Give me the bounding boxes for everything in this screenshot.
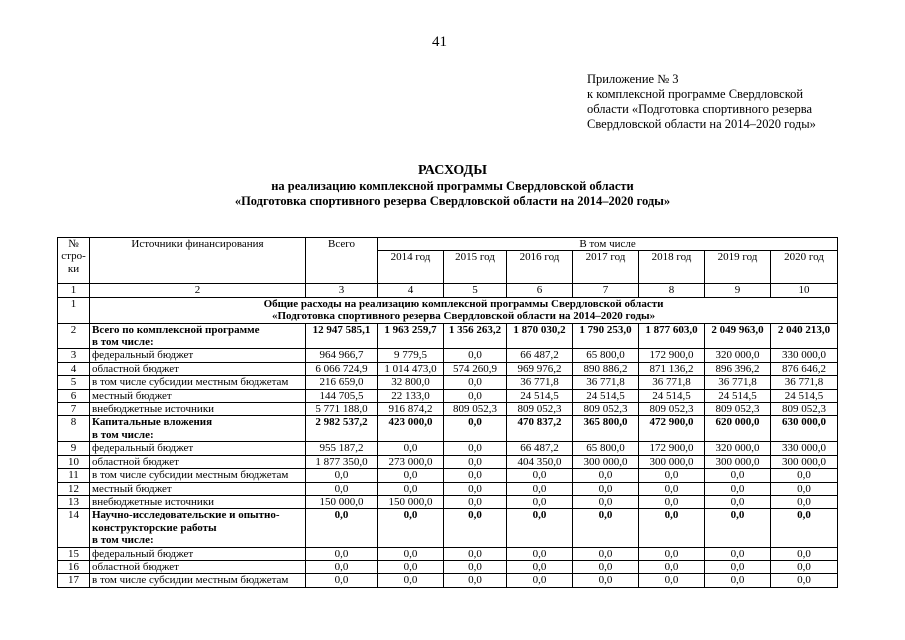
year-value: 0,0 <box>507 560 573 573</box>
section-title-line: Общие расходы на реализацию комплексной программы Свердловской области <box>263 297 664 310</box>
source-label <box>90 362 306 375</box>
year-value: 809 052,3 <box>639 403 705 416</box>
year-value: 809 052,3 <box>771 403 838 416</box>
year-value: 0,0 <box>378 547 444 560</box>
total-value: 964 966,7 <box>306 349 378 362</box>
appendix-note <box>587 72 816 132</box>
row-number: 17 <box>58 574 90 587</box>
source-label-line: в том числе: <box>92 428 154 441</box>
year-value: 969 976,2 <box>507 362 573 375</box>
year-value: 36 771,8 <box>573 376 639 389</box>
year-value: 0,0 <box>573 574 639 587</box>
total-value: 955 187,2 <box>306 442 378 455</box>
year-value: 916 874,2 <box>378 403 444 416</box>
table-row <box>58 403 838 416</box>
source-label <box>90 323 306 349</box>
table-row <box>58 560 838 573</box>
column-number: 3 <box>306 284 378 297</box>
year-value: 809 052,3 <box>444 403 507 416</box>
year-value: 0,0 <box>378 469 444 482</box>
year-value: 0,0 <box>705 482 771 495</box>
year-value: 0,0 <box>507 482 573 495</box>
column-number: 2 <box>90 284 306 297</box>
source-label <box>90 547 306 560</box>
column-number: 10 <box>771 284 838 297</box>
year-value: 300 000,0 <box>771 455 838 468</box>
year-value: 65 800,0 <box>573 442 639 455</box>
year-value: 300 000,0 <box>573 455 639 468</box>
source-label-line: местный бюджет <box>92 389 172 402</box>
year-value: 1 877 603,0 <box>639 323 705 349</box>
header-year: 2019 год <box>705 251 771 284</box>
year-value: 0,0 <box>444 509 507 547</box>
year-value: 809 052,3 <box>705 403 771 416</box>
source-label-line: федеральный бюджет <box>92 442 194 455</box>
title-sub-1: на реализацию комплексной программы Свердловской области <box>271 179 634 193</box>
source-label-line: внебюджетные источники <box>92 403 215 416</box>
expenses-table <box>57 237 838 588</box>
year-value: 0,0 <box>378 482 444 495</box>
total-value: 0,0 <box>306 469 378 482</box>
table-row <box>58 482 838 495</box>
year-value: 0,0 <box>507 469 573 482</box>
row-number: 9 <box>58 442 90 455</box>
year-value: 24 514,5 <box>771 389 838 402</box>
year-value: 24 514,5 <box>573 389 639 402</box>
year-value: 890 886,2 <box>573 362 639 375</box>
year-value: 0,0 <box>507 509 573 547</box>
source-label-line: федеральный бюджет <box>92 349 194 362</box>
table-row <box>58 362 838 375</box>
year-value: 330 000,0 <box>771 349 838 362</box>
year-value: 0,0 <box>771 509 838 547</box>
year-value: 0,0 <box>378 560 444 573</box>
source-label <box>90 509 306 547</box>
year-value: 66 487,2 <box>507 349 573 362</box>
year-value: 0,0 <box>573 482 639 495</box>
year-value: 300 000,0 <box>639 455 705 468</box>
year-value: 0,0 <box>444 560 507 573</box>
year-value: 0,0 <box>507 574 573 587</box>
source-label <box>90 403 306 416</box>
column-numbers-row <box>58 284 838 297</box>
year-value: 36 771,8 <box>507 376 573 389</box>
year-value: 0,0 <box>507 547 573 560</box>
row-number: 11 <box>58 469 90 482</box>
source-label-line: областной бюджет <box>92 560 179 573</box>
year-value: 876 646,2 <box>771 362 838 375</box>
source-label <box>90 469 306 482</box>
table-row <box>58 376 838 389</box>
section-title <box>90 297 838 323</box>
year-value: 1 790 253,0 <box>573 323 639 349</box>
source-label-line: в том числе субсидии местным бюджетам <box>92 574 289 587</box>
year-value: 0,0 <box>444 455 507 468</box>
page-number: 41 <box>432 34 447 50</box>
year-value: 320 000,0 <box>705 442 771 455</box>
year-value: 0,0 <box>444 442 507 455</box>
header-year: 2015 год <box>444 251 507 284</box>
header-total: Всего <box>306 238 378 284</box>
table-row <box>58 547 838 560</box>
section-title-line: «Подготовка спортивного резерва Свердловской области на 2014–2020 годы» <box>271 310 656 323</box>
header-year: 2017 год <box>573 251 639 284</box>
year-value: 0,0 <box>444 376 507 389</box>
column-number: 9 <box>705 284 771 297</box>
year-value: 0,0 <box>444 574 507 587</box>
table-row <box>58 574 838 587</box>
header-row <box>58 238 838 251</box>
year-value: 0,0 <box>639 509 705 547</box>
source-label <box>90 482 306 495</box>
year-value: 365 800,0 <box>573 416 639 442</box>
year-value: 32 800,0 <box>378 376 444 389</box>
row-number: 13 <box>58 495 90 508</box>
year-value: 0,0 <box>573 560 639 573</box>
header-year: 2016 год <box>507 251 573 284</box>
table-row <box>58 509 838 547</box>
column-number: 4 <box>378 284 444 297</box>
total-value: 1 877 350,0 <box>306 455 378 468</box>
year-value: 0,0 <box>573 509 639 547</box>
section-number: 1 <box>58 297 90 323</box>
year-value: 2 049 963,0 <box>705 323 771 349</box>
source-label <box>90 416 306 442</box>
year-value: 0,0 <box>378 442 444 455</box>
year-value: 65 800,0 <box>573 349 639 362</box>
year-value: 0,0 <box>771 482 838 495</box>
source-label-line: в том числе субсидии местным бюджетам <box>92 469 289 482</box>
column-number: 6 <box>507 284 573 297</box>
header-year: 2018 год <box>639 251 705 284</box>
year-value: 1 356 263,2 <box>444 323 507 349</box>
row-number: 7 <box>58 403 90 416</box>
year-value: 0,0 <box>444 349 507 362</box>
total-value: 12 947 585,1 <box>306 323 378 349</box>
year-value: 172 900,0 <box>639 442 705 455</box>
header-year: 2020 год <box>771 251 838 284</box>
row-number: 14 <box>58 509 90 547</box>
year-value: 896 396,2 <box>705 362 771 375</box>
year-value: 0,0 <box>444 469 507 482</box>
year-value: 24 514,5 <box>705 389 771 402</box>
appendix-line: области «Подготовка спортивного резерва <box>587 102 813 116</box>
year-value: 0,0 <box>771 560 838 573</box>
column-number: 8 <box>639 284 705 297</box>
row-number: 8 <box>58 416 90 442</box>
year-value: 630 000,0 <box>771 416 838 442</box>
source-label-line: областной бюджет <box>92 455 179 468</box>
row-number: 6 <box>58 389 90 402</box>
header-text: стро- <box>61 250 86 263</box>
total-value: 216 659,0 <box>306 376 378 389</box>
year-value: 36 771,8 <box>705 376 771 389</box>
year-value: 0,0 <box>705 574 771 587</box>
year-value: 0,0 <box>444 416 507 442</box>
year-value: 0,0 <box>639 547 705 560</box>
header-year: 2014 год <box>378 251 444 284</box>
year-value: 330 000,0 <box>771 442 838 455</box>
year-value: 0,0 <box>705 560 771 573</box>
source-label-line: областной бюджет <box>92 362 179 375</box>
year-value: 66 487,2 <box>507 442 573 455</box>
appendix-line: Приложение № 3 <box>587 72 679 86</box>
appendix-line: к комплексной программе Свердловской <box>587 87 804 101</box>
header-source: Источники финансирования <box>90 238 306 284</box>
year-value: 0,0 <box>444 495 507 508</box>
total-value: 0,0 <box>306 574 378 587</box>
row-number: 3 <box>58 349 90 362</box>
year-value: 0,0 <box>771 547 838 560</box>
table-row <box>58 349 838 362</box>
column-number: 1 <box>58 284 90 297</box>
year-value: 0,0 <box>705 495 771 508</box>
source-label-line: Научно-исследовательские и опытно- <box>92 509 280 522</box>
year-value: 0,0 <box>771 495 838 508</box>
table-row <box>58 495 838 508</box>
header-row-number <box>58 238 90 284</box>
year-value: 0,0 <box>507 495 573 508</box>
source-label-line: местный бюджет <box>92 482 172 495</box>
year-value: 404 350,0 <box>507 455 573 468</box>
row-number: 2 <box>58 323 90 349</box>
year-value: 620 000,0 <box>705 416 771 442</box>
year-value: 0,0 <box>639 469 705 482</box>
appendix-line: Свердловской области на 2014–2020 годы» <box>587 117 816 131</box>
year-value: 0,0 <box>705 547 771 560</box>
title-sub-2: «Подготовка спортивного резерва Свердловской области на 2014–2020 годы» <box>234 193 671 208</box>
total-value: 0,0 <box>306 547 378 560</box>
year-value: 1 963 259,7 <box>378 323 444 349</box>
year-value: 1 870 030,2 <box>507 323 573 349</box>
column-number: 7 <box>573 284 639 297</box>
year-value: 423 000,0 <box>378 416 444 442</box>
year-value: 0,0 <box>378 574 444 587</box>
source-label-line: в том числе: <box>92 336 154 349</box>
source-label <box>90 349 306 362</box>
table-row <box>58 442 838 455</box>
row-number: 15 <box>58 547 90 560</box>
source-label <box>90 389 306 402</box>
header-text: № <box>68 238 79 250</box>
year-value: 0,0 <box>444 482 507 495</box>
year-value: 273 000,0 <box>378 455 444 468</box>
year-value: 0,0 <box>573 547 639 560</box>
year-value: 809 052,3 <box>573 403 639 416</box>
source-label-line: федеральный бюджет <box>92 547 194 560</box>
total-value: 150 000,0 <box>306 495 378 508</box>
source-label-line: в том числе субсидии местным бюджетам <box>92 376 289 389</box>
table-row <box>58 389 838 402</box>
row-number: 10 <box>58 455 90 468</box>
year-value: 0,0 <box>573 495 639 508</box>
year-value: 0,0 <box>639 495 705 508</box>
source-label-line: внебюджетные источники <box>92 495 215 508</box>
year-value: 22 133,0 <box>378 389 444 402</box>
year-value: 36 771,8 <box>639 376 705 389</box>
table-row <box>58 323 838 349</box>
year-value: 470 837,2 <box>507 416 573 442</box>
source-label <box>90 376 306 389</box>
year-value: 9 779,5 <box>378 349 444 362</box>
year-value: 871 136,2 <box>639 362 705 375</box>
year-value: 172 900,0 <box>639 349 705 362</box>
year-value: 24 514,5 <box>507 389 573 402</box>
year-value: 300 000,0 <box>705 455 771 468</box>
document-title <box>0 163 905 208</box>
total-value: 0,0 <box>306 509 378 547</box>
year-value: 0,0 <box>444 547 507 560</box>
year-value: 36 771,8 <box>771 376 838 389</box>
table-row <box>58 455 838 468</box>
year-value: 1 014 473,0 <box>378 362 444 375</box>
year-value: 0,0 <box>639 482 705 495</box>
total-value: 0,0 <box>306 560 378 573</box>
total-value: 2 982 537,2 <box>306 416 378 442</box>
source-label-line: конструкторские работы <box>92 521 217 534</box>
source-label <box>90 560 306 573</box>
year-value: 2 040 213,0 <box>771 323 838 349</box>
total-value: 0,0 <box>306 482 378 495</box>
year-value: 574 260,9 <box>444 362 507 375</box>
year-value: 0,0 <box>771 469 838 482</box>
source-label <box>90 574 306 587</box>
header-including: В том числе <box>378 238 838 251</box>
column-number: 5 <box>444 284 507 297</box>
year-value: 809 052,3 <box>507 403 573 416</box>
year-value: 24 514,5 <box>639 389 705 402</box>
year-value: 0,0 <box>705 469 771 482</box>
year-value: 0,0 <box>573 469 639 482</box>
section-row <box>58 297 838 323</box>
year-value: 0,0 <box>771 574 838 587</box>
year-value: 320 000,0 <box>705 349 771 362</box>
year-value: 0,0 <box>444 389 507 402</box>
header-text: ки <box>67 262 80 275</box>
row-number: 12 <box>58 482 90 495</box>
row-number: 16 <box>58 560 90 573</box>
table-row <box>58 416 838 442</box>
source-label-line: Всего по комплексной программе <box>92 323 260 336</box>
year-value: 0,0 <box>705 509 771 547</box>
year-value: 0,0 <box>639 574 705 587</box>
year-value: 472 900,0 <box>639 416 705 442</box>
row-number: 4 <box>58 362 90 375</box>
total-value: 144 705,5 <box>306 389 378 402</box>
source-label <box>90 455 306 468</box>
table-row <box>58 469 838 482</box>
total-value: 6 066 724,9 <box>306 362 378 375</box>
source-label-line: Капитальные вложения <box>92 416 213 429</box>
year-value: 0,0 <box>639 560 705 573</box>
source-label <box>90 442 306 455</box>
title-main: РАСХОДЫ <box>418 163 487 178</box>
total-value: 5 771 188,0 <box>306 403 378 416</box>
year-value: 0,0 <box>378 509 444 547</box>
source-label-line: в том числе: <box>92 534 154 547</box>
row-number: 5 <box>58 376 90 389</box>
year-value: 150 000,0 <box>378 495 444 508</box>
source-label <box>90 495 306 508</box>
